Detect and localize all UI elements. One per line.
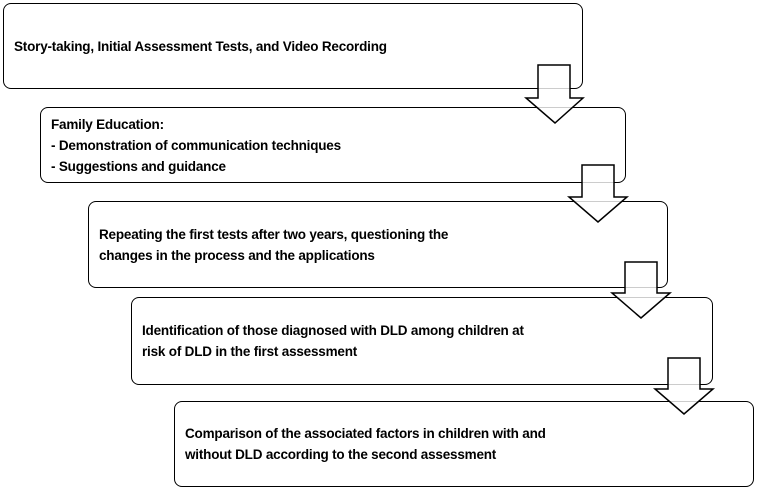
step-5-text-line-1: Comparison of the associated factors in children with and	[185, 426, 546, 441]
step-2-bullet-1: - Demonstration of communication techniques	[51, 138, 341, 153]
step-3-text-line-1: Repeating the first tests after two years, questioning the	[99, 226, 449, 242]
step-2-box	[40, 107, 626, 183]
step-1-box	[3, 3, 583, 89]
step-5-box	[174, 401, 754, 487]
step-2-title: Family Education:	[51, 117, 164, 132]
step-3-text-line-2: changes in the process and the applications	[99, 247, 375, 263]
step-4-text-line-1: Identification of those diagnosed with DLD among children at	[142, 323, 524, 338]
step-2-bullet-2: - Suggestions and guidance	[51, 159, 226, 174]
step-4-box	[131, 297, 713, 385]
step-1-text: Story-taking, Initial Assessment Tests, and Video Recording	[14, 38, 387, 54]
step-5-text-line-2: without DLD according to the second assessment	[185, 447, 497, 462]
step-3-box	[88, 201, 668, 288]
step-4-text-line-2: risk of DLD in the first assessment	[142, 344, 358, 359]
